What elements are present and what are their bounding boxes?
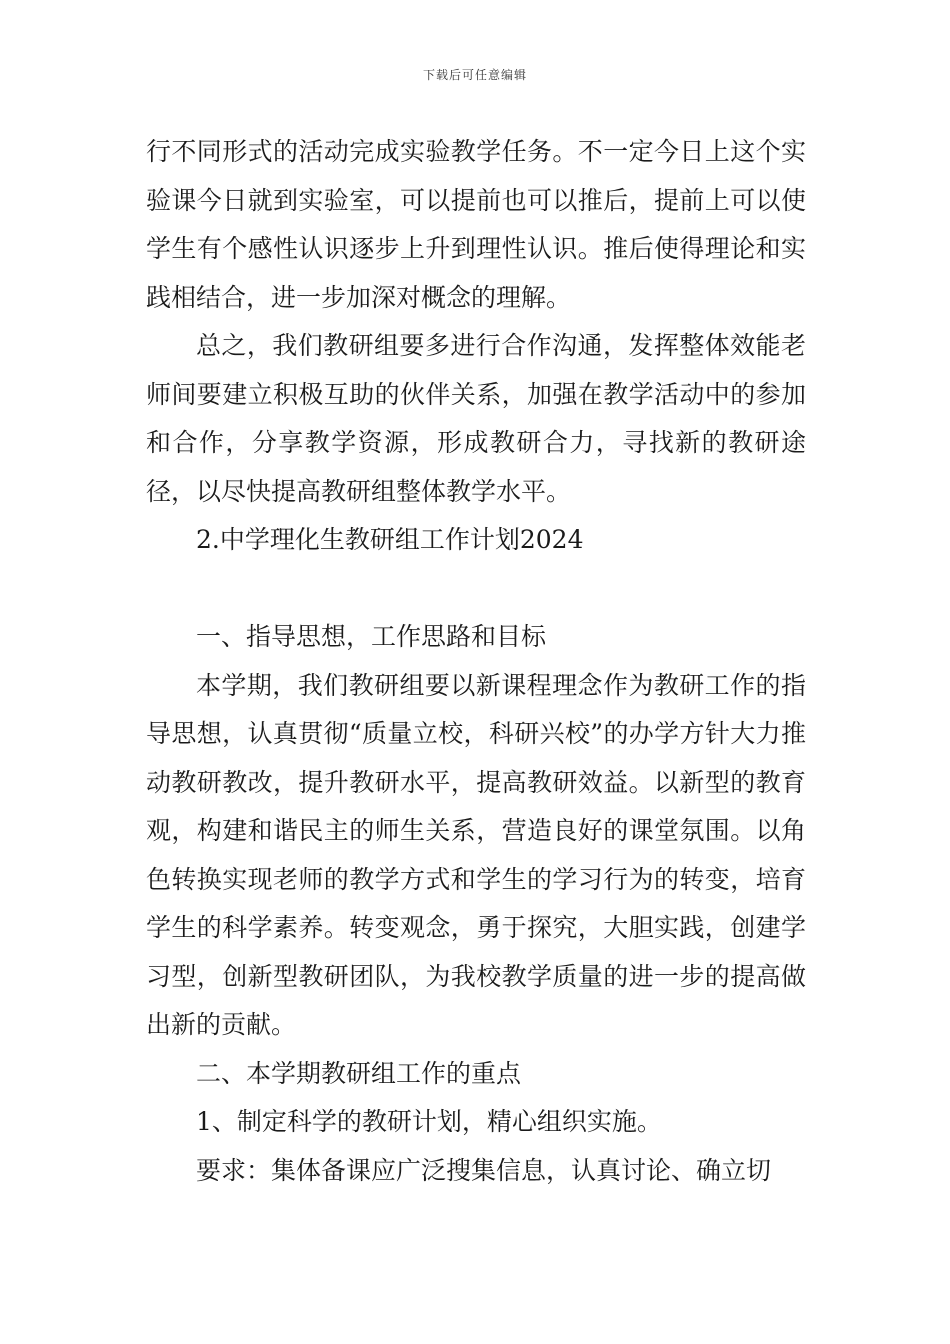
heading-key-work: 二、本学期教研组工作的重点 [196,1058,522,1088]
paragraph-summary: 总之，我们教研组要多进行合作沟通，发挥整体效能老师间要建立积极互助的伙伴关系，加强在教学活动中的参加和合作，分享教学资源，形成教研合力，寻找新的教研途径，以尽快提高教研组整体教学水平。 [146,331,806,506]
paragraph-requirements: 要求：集体备课应广泛搜集信息，认真讨论、确立切 [196,1155,772,1185]
list-item-plan: 1、制定科学的教研计划，精心组织实施。 [196,1107,662,1136]
document-body [146,128,806,1195]
paragraph-guiding-ideas: 本学期，我们教研组要以新课程理念作为教研工作的指导思想，认真贯彻“质量立校，科研兴校”的办学方针大力推动教研教改，提升教研水平，提高教研效益。以新型的教育观，构建和谐民主的师生关系，营造良好的课堂氛围。以角色转换实现老师的教学方式和学生的学习行为的转变，培育学生的科学素养。转变观念，勇于探究，大胆实践，创建学习型，创新型教研团队，为我校教学质量的进一步的提高做出新的贡献。 [146,670,806,1039]
section-title: 2.中学理化生教研组工作计划2024 [196,525,584,554]
header-note: 下载后可任意编辑 [422,68,527,82]
paragraph-continuation: 行不同形式的活动完成实验教学任务。不一定今日上这个实验课今日就到实验室，可以提前也可以推后，提前上可以使学生有个感性认识逐步上升到理性认识。推后使得理论和实践相结合，进一步加深对概念的理解。 [146,137,806,312]
blank-line [146,565,806,614]
heading-guiding-ideas: 一、指导思想，工作思路和目标 [196,622,547,651]
